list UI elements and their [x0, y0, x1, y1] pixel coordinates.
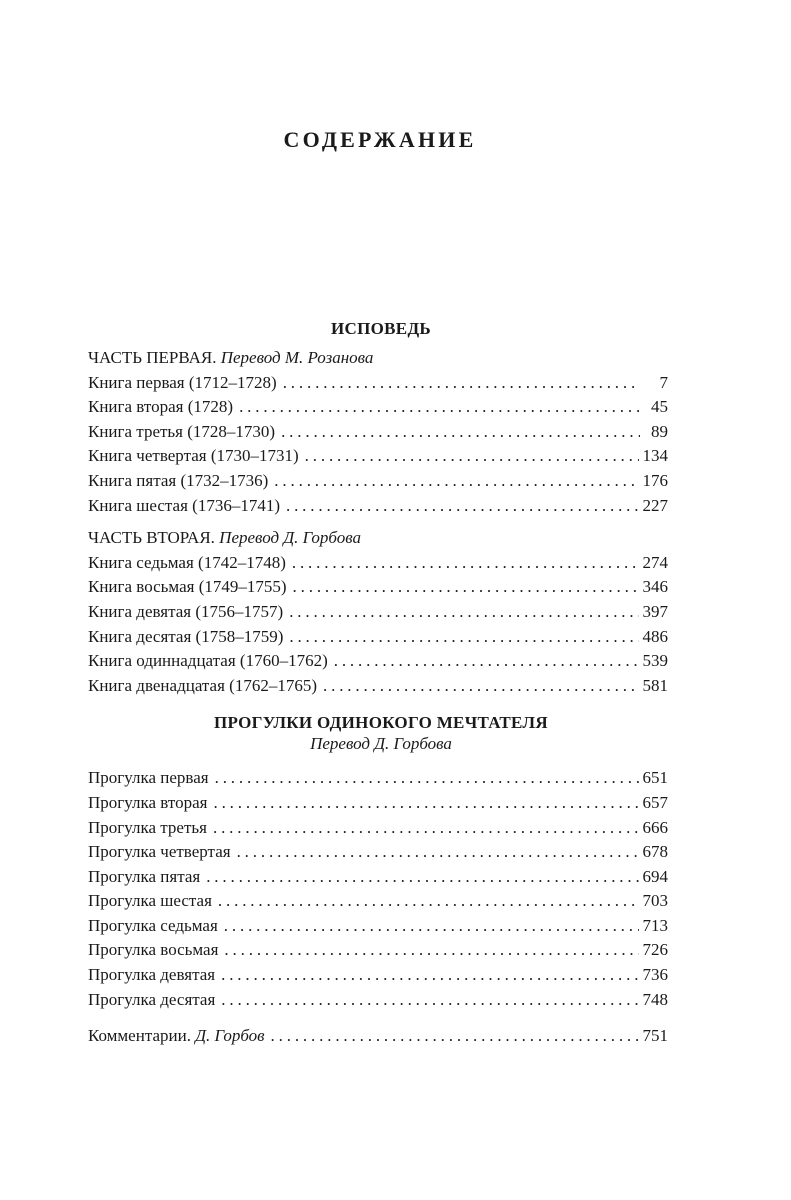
toc-entry[interactable] — [88, 766, 668, 791]
leader-dots — [215, 766, 639, 791]
leader-dots — [221, 988, 638, 1013]
toc-entry[interactable] — [88, 494, 668, 519]
toc-entry[interactable] — [88, 395, 668, 420]
toc-entry-label: Прогулка девятая — [88, 965, 216, 985]
leader-dots — [206, 865, 638, 890]
leader-dots — [213, 816, 639, 841]
toc-entry[interactable] — [88, 674, 668, 699]
toc-entry[interactable] — [88, 938, 668, 963]
toc-entry-label: Книга четвертая (1730–1731) — [88, 446, 299, 466]
toc-entry-page: 666 — [642, 817, 668, 837]
part-label: ЧАСТЬ ВТОРАЯ. — [88, 528, 215, 548]
leader-dots — [289, 600, 638, 625]
toc-entry-label: Прогулка четвертая — [88, 842, 231, 862]
leader-dots — [289, 625, 638, 650]
toc-entry[interactable] — [88, 791, 668, 816]
toc-entry-label: Прогулка третья — [88, 817, 207, 837]
toc-entry-label: Книга седьмая (1742–1748) — [88, 552, 286, 572]
toc-entry-page: 134 — [642, 446, 668, 466]
toc-entry[interactable] — [88, 840, 668, 865]
leader-dots — [224, 914, 639, 939]
leader-dots — [323, 674, 639, 699]
toc-entry-label: Прогулка вторая — [88, 792, 208, 812]
part-heading-first — [88, 346, 668, 371]
toc-entry-page: 713 — [642, 915, 668, 935]
toc-entry-page: 751 — [642, 1026, 668, 1046]
toc-entry-page: 678 — [642, 842, 668, 862]
toc-entry-label: Книга пятая (1732–1736) — [88, 470, 269, 490]
toc-entry-page: 7 — [659, 372, 668, 392]
leader-dots — [218, 889, 639, 914]
toc-entry-label: Прогулка седьмая — [88, 915, 218, 935]
toc-entry-label: Книга десятая (1758–1759) — [88, 626, 284, 646]
leader-dots — [213, 791, 638, 816]
toc-entry-label: Книга шестая (1736–1741) — [88, 495, 280, 515]
toc-entry-label: Книга вторая (1728) — [88, 397, 234, 417]
toc-entry-label: Комментарии. Д. Горбов — [88, 1026, 265, 1046]
toc-entry-label: Книга двенадцатая (1762–1765) — [88, 675, 317, 695]
part-label: ЧАСТЬ ПЕРВАЯ. — [88, 348, 217, 367]
walks-translator: Перевод Д. Горбова — [310, 734, 452, 754]
toc-entry-page: 694 — [642, 866, 668, 886]
toc-entry[interactable] — [88, 649, 668, 674]
toc-entry-label: Прогулка десятая — [88, 989, 216, 1009]
part1-entries — [88, 371, 668, 519]
toc-entry-label: Книга третья (1728–1730) — [88, 421, 276, 441]
toc-entry[interactable] — [88, 988, 668, 1013]
toc-entry[interactable] — [88, 816, 668, 841]
leader-dots — [221, 963, 638, 988]
toc-entry-page: 176 — [642, 470, 668, 490]
leader-dots — [237, 840, 639, 865]
toc-entry-page: 748 — [642, 989, 668, 1009]
leader-dots — [286, 494, 639, 519]
part-translator: Перевод М. Розанова — [220, 348, 374, 367]
toc-entry-commentary[interactable] — [88, 1024, 668, 1049]
toc-entry[interactable] — [88, 625, 668, 650]
leader-dots — [274, 469, 638, 494]
toc-entry-page: 657 — [642, 792, 668, 812]
leader-dots — [271, 1024, 639, 1049]
toc-entry-label: Прогулка пятая — [88, 866, 201, 886]
toc-entry-label: Книга девятая (1756–1757) — [88, 601, 284, 621]
toc-entry-page: 227 — [642, 495, 668, 515]
toc-entry-page: 651 — [642, 768, 668, 788]
toc-entry[interactable] — [88, 865, 668, 890]
leader-dots — [305, 444, 639, 469]
leader-dots — [224, 938, 638, 963]
toc-entry[interactable] — [88, 371, 668, 396]
part-heading-second — [88, 526, 668, 551]
toc-entry-page: 581 — [642, 675, 668, 695]
toc-entry[interactable] — [88, 889, 668, 914]
toc-entry-page: 736 — [642, 965, 668, 985]
toc-entry-label: Книга первая (1712–1728) — [88, 372, 277, 392]
section-title-walks: ПРОГУЛКИ ОДИНОКОГО МЕЧТАТЕЛЯ — [214, 713, 548, 733]
leader-dots — [292, 551, 639, 576]
toc-entry[interactable] — [88, 575, 668, 600]
toc-entry-page: 346 — [642, 577, 668, 597]
leader-dots — [283, 371, 640, 396]
toc-entry-page: 274 — [642, 552, 668, 572]
section-title-confession: ИСПОВЕДЬ — [331, 319, 431, 338]
toc-entry-label: Прогулка шестая — [88, 891, 212, 911]
toc-entry[interactable] — [88, 600, 668, 625]
toc-entry-page: 45 — [651, 397, 668, 417]
leader-dots — [239, 395, 640, 420]
toc-entry-label: Прогулка первая — [88, 768, 209, 788]
leader-dots — [334, 649, 639, 674]
toc-entry[interactable] — [88, 444, 668, 469]
walks-entries — [88, 766, 668, 1012]
leader-dots — [281, 420, 640, 445]
toc-entry-page: 89 — [651, 421, 668, 441]
part2-entries — [88, 551, 668, 699]
toc-entry-label: Прогулка восьмая — [88, 940, 219, 960]
toc-entry-page: 539 — [642, 651, 668, 671]
toc-entry-page: 726 — [642, 940, 668, 960]
table-of-contents — [88, 318, 668, 1049]
toc-entry-label: Книга одиннадцатая (1760–1762) — [88, 651, 328, 671]
toc-entry-page: 703 — [642, 891, 668, 911]
toc-entry-page: 397 — [642, 601, 668, 621]
toc-entry[interactable] — [88, 469, 668, 494]
toc-entry[interactable] — [88, 551, 668, 576]
toc-entry[interactable] — [88, 420, 668, 445]
toc-entry-label: Книга восьмая (1749–1755) — [88, 577, 287, 597]
toc-entry-page: 486 — [642, 626, 668, 646]
leader-dots — [293, 575, 639, 600]
part-translator: Перевод Д. Горбова — [219, 528, 362, 548]
toc-entry[interactable] — [88, 963, 668, 988]
toc-entry[interactable] — [88, 914, 668, 939]
page-title: СОДЕРЖАНИЕ — [283, 127, 477, 152]
